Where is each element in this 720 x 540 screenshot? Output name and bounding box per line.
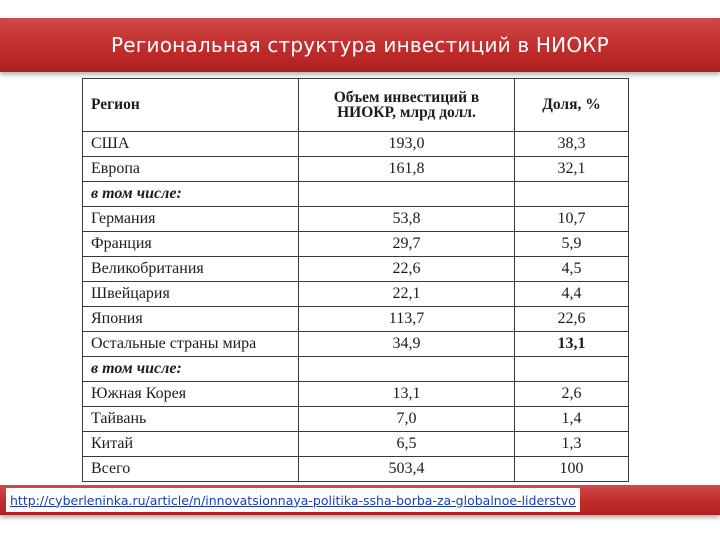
region-cell: в том числе: — [83, 357, 299, 382]
share-cell — [515, 357, 629, 382]
volume-cell: 53,8 — [299, 207, 515, 232]
table-row — [83, 332, 629, 357]
share-cell: 2,6 — [515, 382, 629, 407]
table-header-row — [83, 79, 629, 132]
region-cell: Япония — [83, 307, 299, 332]
table-row — [83, 257, 629, 282]
volume-cell: 13,1 — [299, 382, 515, 407]
volume-cell: 6,5 — [299, 432, 515, 457]
table-row — [83, 407, 629, 432]
region-cell: Великобритания — [83, 257, 299, 282]
table-row — [83, 432, 629, 457]
share-cell: 1,3 — [515, 432, 629, 457]
table-row-total — [83, 457, 629, 482]
volume-cell: 29,7 — [299, 232, 515, 257]
table-row — [83, 207, 629, 232]
table-row — [83, 382, 629, 407]
share-cell: 5,9 — [515, 232, 629, 257]
share-cell: 32,1 — [515, 157, 629, 182]
source-link[interactable]: http://cyberleninka.ru/article/n/innovatsionnaya-politika-ssha-borba-za-globalnoe-liderstvo — [10, 492, 576, 508]
region-cell: в том числе: — [83, 182, 299, 207]
volume-cell: 22,6 — [299, 257, 515, 282]
title-banner — [0, 18, 720, 72]
region-cell: Швейцария — [83, 282, 299, 307]
volume-cell: 7,0 — [299, 407, 515, 432]
volume-cell — [299, 182, 515, 207]
share-cell — [515, 182, 629, 207]
source-bar — [0, 485, 720, 515]
region-cell: Франция — [83, 232, 299, 257]
header-volume: Объем инвестиций в НИОКР, млрд долл. — [299, 79, 515, 132]
region-cell: Всего — [83, 457, 299, 482]
region-cell: Тайвань — [83, 407, 299, 432]
slide-title: Региональная структура инвестиций в НИОКР — [111, 33, 609, 57]
volume-cell: 22,1 — [299, 282, 515, 307]
table-row — [83, 157, 629, 182]
share-cell: 1,4 — [515, 407, 629, 432]
table-row — [83, 307, 629, 332]
volume-cell — [299, 357, 515, 382]
volume-cell: 34,9 — [299, 332, 515, 357]
share-cell: 4,5 — [515, 257, 629, 282]
investment-table-container — [82, 78, 628, 477]
volume-cell: 161,8 — [299, 157, 515, 182]
header-region: Регион — [83, 79, 299, 132]
region-cell: Остальные страны мира — [83, 332, 299, 357]
share-cell: 22,6 — [515, 307, 629, 332]
region-cell: Германия — [83, 207, 299, 232]
volume-cell: 503,4 — [299, 457, 515, 482]
investment-table — [82, 78, 629, 482]
table-row — [83, 132, 629, 157]
region-cell: Европа — [83, 157, 299, 182]
table-row — [83, 232, 629, 257]
volume-cell: 193,0 — [299, 132, 515, 157]
table-row — [83, 282, 629, 307]
share-cell: 100 — [515, 457, 629, 482]
header-share: Доля, % — [515, 79, 629, 132]
volume-cell: 113,7 — [299, 307, 515, 332]
table-row-subheading — [83, 182, 629, 207]
share-cell: 38,3 — [515, 132, 629, 157]
region-cell: США — [83, 132, 299, 157]
share-cell: 10,7 — [515, 207, 629, 232]
table-row-subheading — [83, 357, 629, 382]
share-cell: 4,4 — [515, 282, 629, 307]
share-cell: 13,1 — [515, 332, 629, 357]
region-cell: Южная Корея — [83, 382, 299, 407]
source-link-box — [6, 488, 580, 512]
region-cell: Китай — [83, 432, 299, 457]
